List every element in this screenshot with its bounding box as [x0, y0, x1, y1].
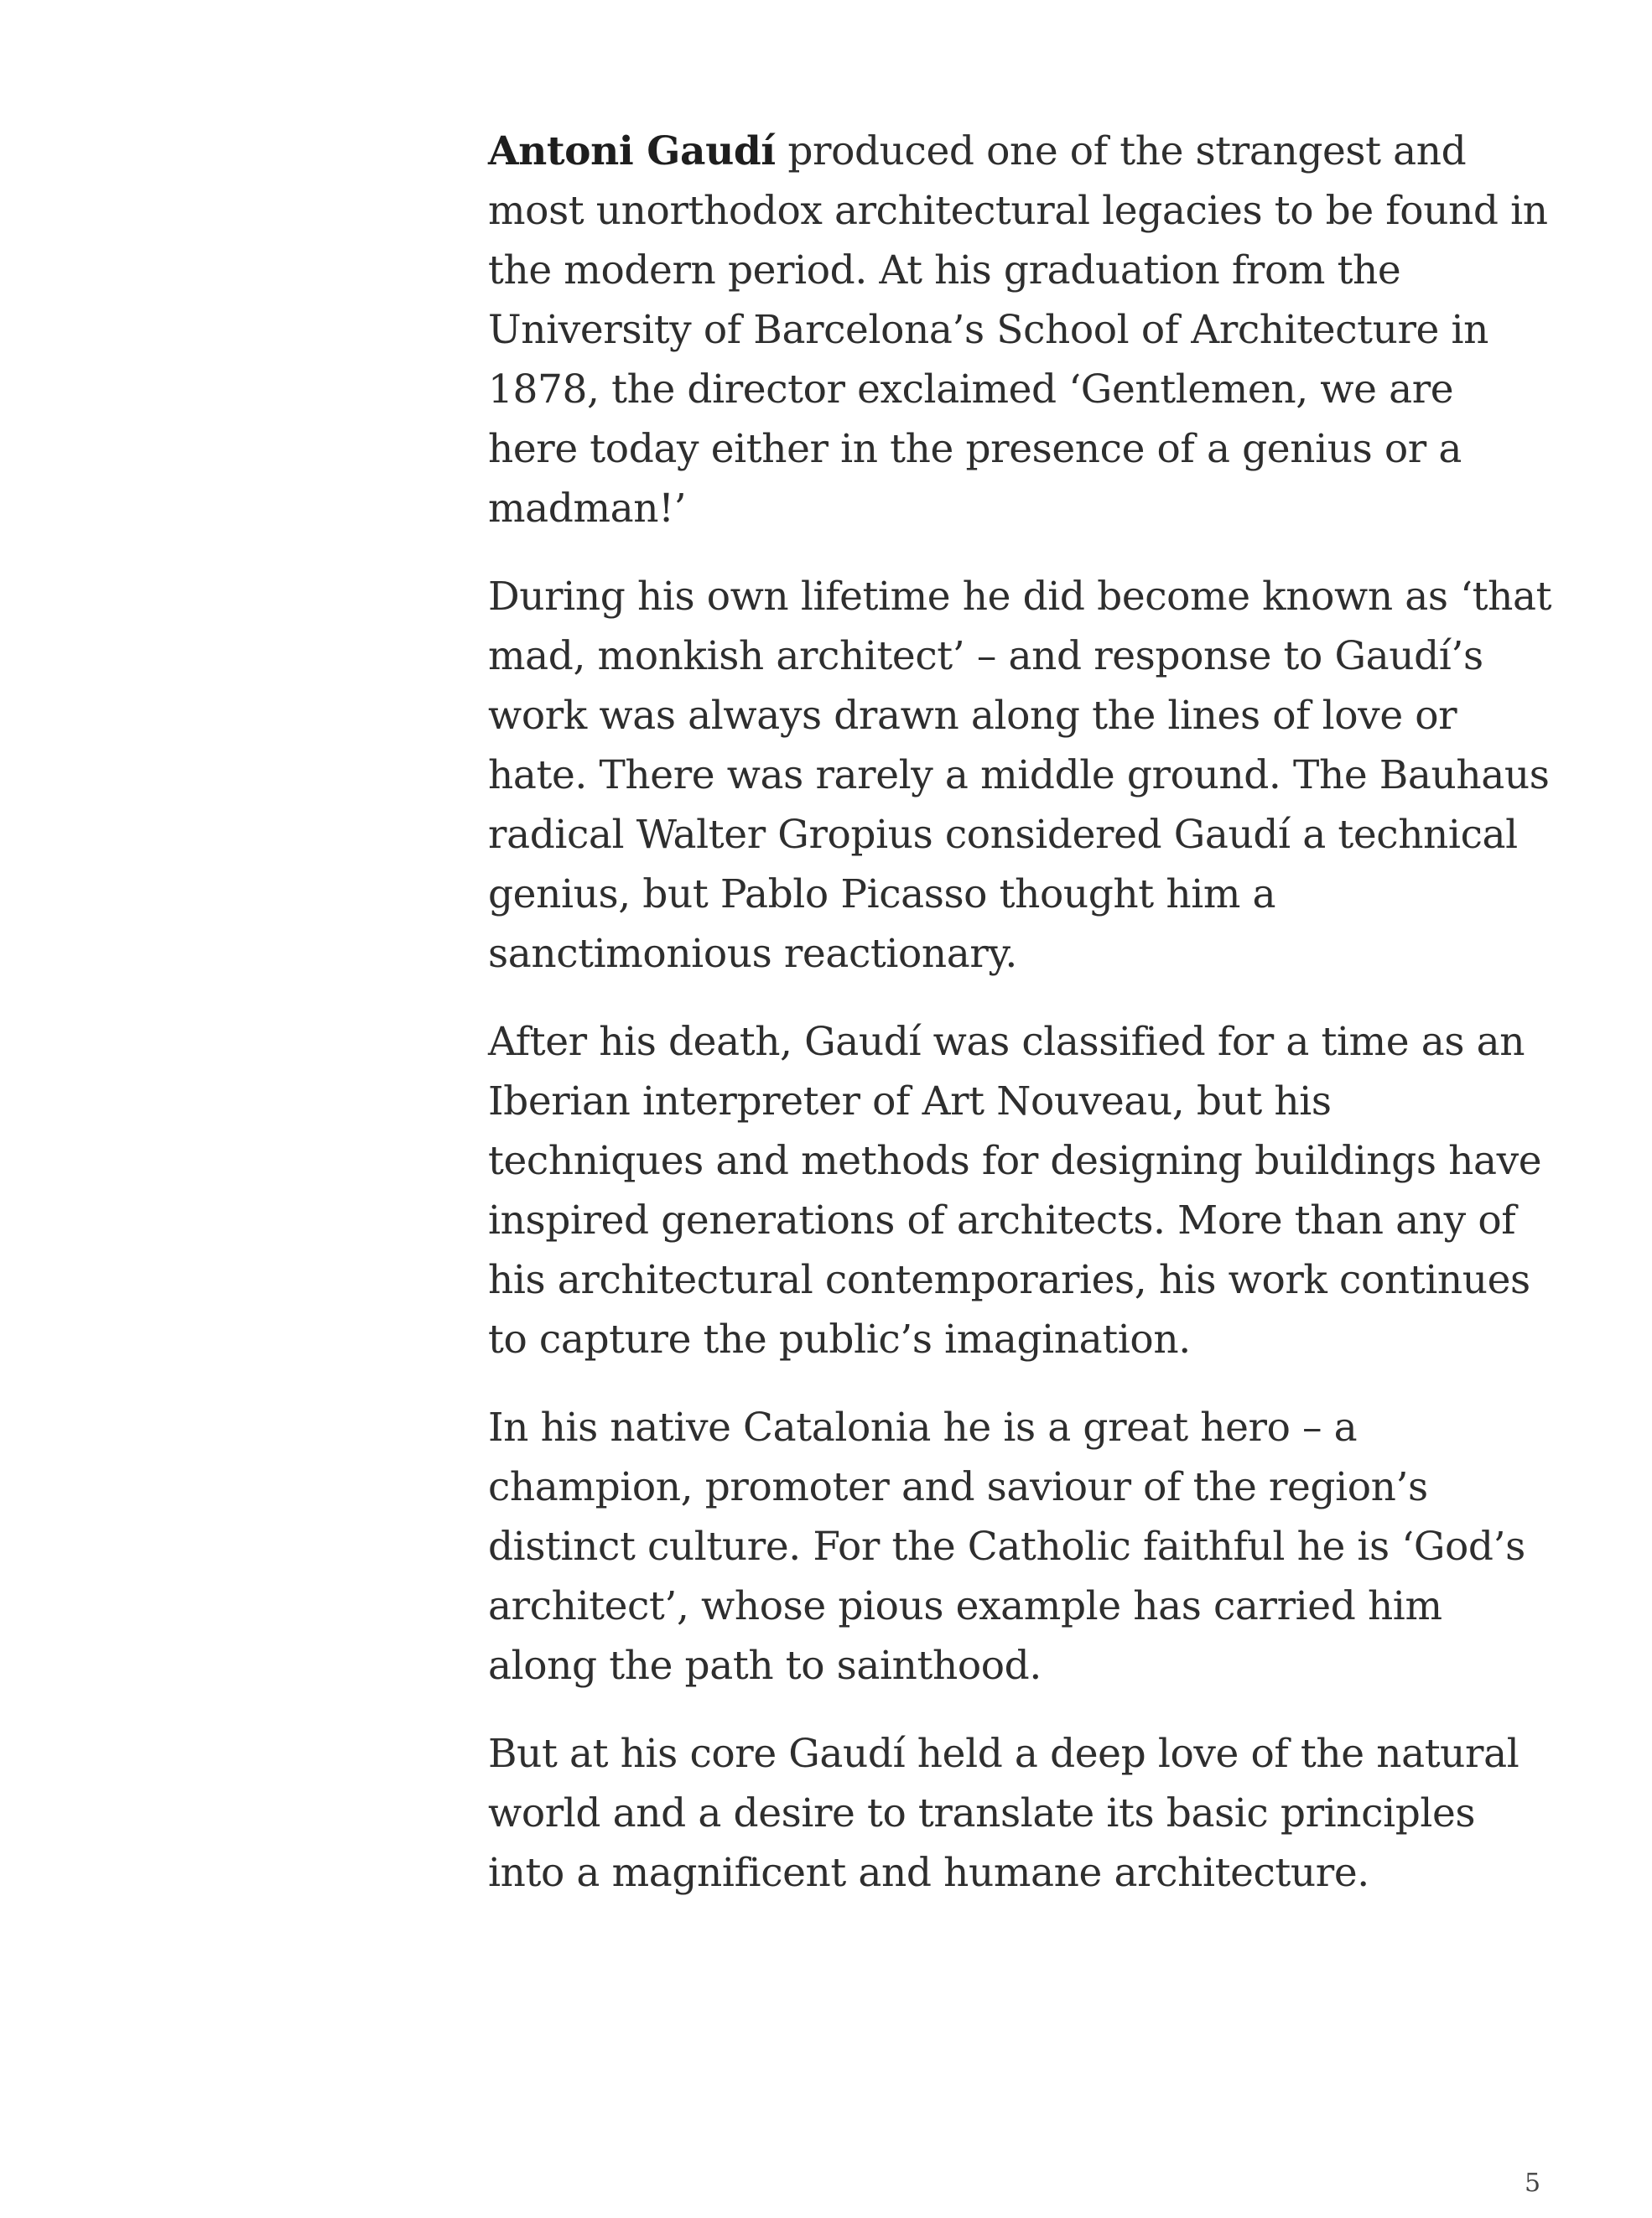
paragraph-1-text: produced one of the strangest and most unorthodox architectural legacies to be found in the modern period. At his graduation from the University of Barcelona’s School of Architecture in 1878, the director exclaimed ‘Gentlemen, we are here today either in the presence of a genius or a madman!’ [488, 128, 1548, 532]
paragraph-1 [488, 122, 1553, 538]
paragraph-4: In his native Catalonia he is a great hero – a champion, promoter and saviour of the region’s distinct culture. For the Catholic faithful he is ‘God’s architect’, whose pious example has carried him along the path to sainthood. [488, 1405, 1525, 1689]
page-number: 5 [1525, 2169, 1541, 2198]
body-text-column [488, 122, 1553, 1931]
paragraph-2: During his own lifetime he did become known as ‘that mad, monkish architect’ – and response to Gaudí’s work was always drawn along the lines of love or hate. There was rarely a middle ground. The Bauhaus radical Walter Gropius considered Gaudí a technical genius, but Pablo Picasso thought him a sanctimonious reactionary. [488, 574, 1552, 977]
paragraph-3: After his death, Gaudí was classified for a time as an Iberian interpreter of Art Nouveau, but his techniques and methods for designing buildings have inspired generations of architects. More than any of his architectural contemporaries, his work continues to capture the public’s imagination. [488, 1019, 1542, 1363]
paragraph-5: But at his core Gaudí held a deep love of the natural world and a desire to translate its basic principles into a magnificent and humane architecture. [488, 1731, 1520, 1896]
lead-name: Antoni Gaudí [488, 128, 776, 174]
